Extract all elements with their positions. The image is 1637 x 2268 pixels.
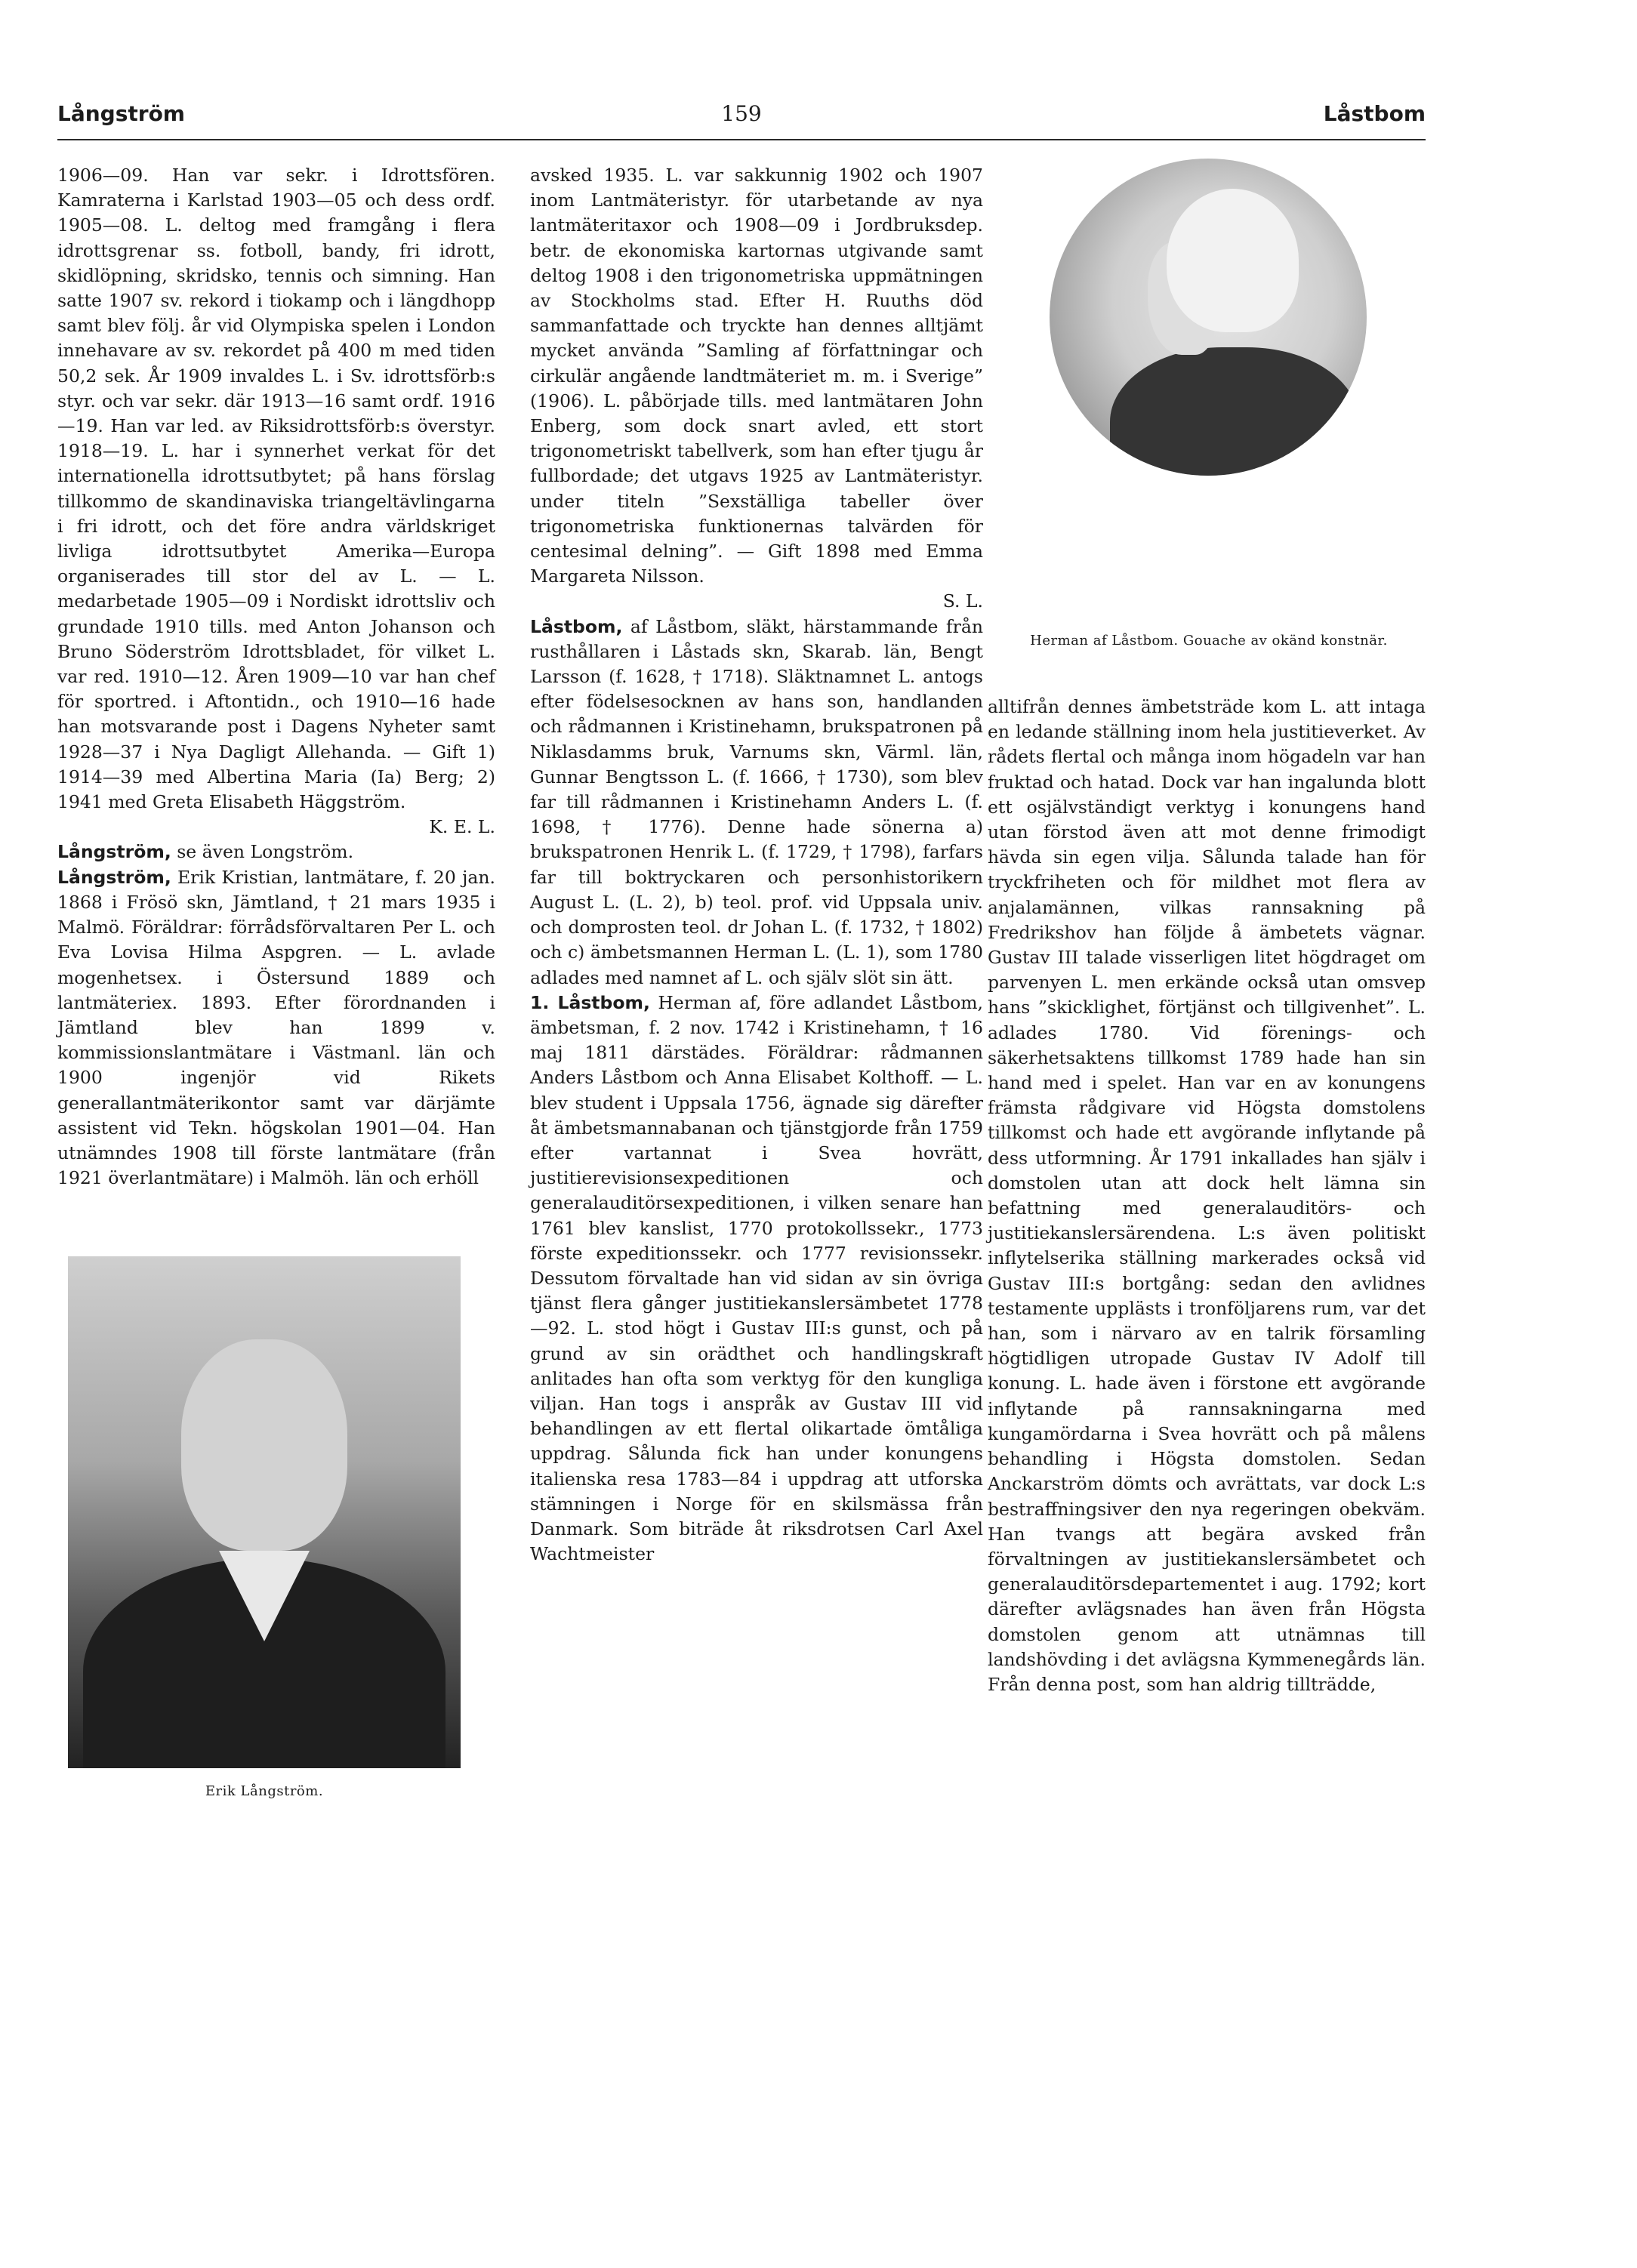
text-column-3 xyxy=(988,695,1426,1697)
running-head-right: Låstbom xyxy=(1323,101,1426,126)
text-column-1 xyxy=(57,163,495,1191)
paragraph: avsked 1935. L. var sakkunnig 1902 och 1907 inom Lantmäteristyr. för utarbetande av nya lantmäteritaxor och 1908—09 i Jordbruksdep. betr. de ekonomiska kartornas utgivande samt deltog 1908 i den trigonometriska uppmätningen av Stockholms stad. Efter H. Ruuths död sammanfattade och tryckte han dennes alltjämt mycket använda ”Samling af författningar och cirkulär angående landtmäteriet m. m. i Sverige” (1906). L. påbörjade tills. med lantmätaren John Enberg, som dock snart avled, ett stort trigonometriskt tabellverk, som han efter tjugu år fullbordade; det utgavs 1925 av Lantmäteristyr. under titeln ”Sexställiga tabeller över trigonometriska funktionernas talvärden för centesimal delning”. — Gift 1898 med Emma Margareta Nilsson. xyxy=(530,165,983,587)
entry-headword: Långström, xyxy=(57,841,171,863)
entry-text: Erik Kristian, lantmätare, f. 20 jan. 1868 i Frösö skn, Jämtland, † 21 mars 1935 i Malmö. Föräldrar: förrådsförvaltaren Per L. och Eva Lovisa Hilma Aspgren. — L. avlade mogenhetsex. i Östersund 1889 och lantmäteriex. 1893. Efter förordnanden i Jämtland blev han 1899 v. kommissionslantmätare i Västmanl. län och 1900 ingenjör vid Rikets generallantmäterikontor samt var därjämte assistent vid Tekn. högskolan 1901—04. Han utnämndes 1908 till förste lantmätare (från 1921 överlantmätare) i Malmöh. län och erhöll xyxy=(57,866,495,1189)
paragraph: 1906—09. Han var sekr. i Idrottsfören. Kamraterna i Karlstad 1903—05 och dess ordf. 1905—08. L. deltog med framgång i flera idrottsgrenar ss. fotboll, bandy, fri idrott, skidlöpning, skridsko, tennis och simning. Han satte 1907 sv. rekord i tiokamp och i längdhopp samt blev följ. år vid Olympiska spelen i London innehavare av sv. rekordet på 400 m med tiden 50,2 sek. År 1909 invaldes L. i Sv. idrottsförb:s styr. och var sekr. där 1913—16 samt ordf. 1916—19. Han var led. av Riksidrottsförb:s överstyr. 1918—19. L. har i synnerhet verkat för det internationella idrottsutbytet; på hans förslag tillkommo de skandinaviska triangeltävlingarna i fri idrott, och det före andra världskriget livliga idrottsutbytet Amerika—Europa organiserades till stor del av L. — L. medarbetade 1905—09 i Nordiskt idrottsliv och grundade 1910 tills. med Anton Johanson och Bruno Söderström Idrottsbladet, för vilket L. var red. 1910—12. Åren 1909—10 var han chef för sportred. i Aftontidn., och 1910—16 hade han motsvarande post i Dagens Nyheter samt 1928—37 i Nya Dagligt Allehanda. — Gift 1) 1914—39 med Albertina Maria (Ia) Berg; 2) 1941 med Greta Elisabeth Häggström. xyxy=(57,165,495,813)
author-signature: K. E. L. xyxy=(429,816,495,838)
running-head-left: Långström xyxy=(57,101,185,126)
page-header xyxy=(57,97,1426,140)
portrait-gouache-herman-af-lastbom xyxy=(1050,159,1367,476)
entry xyxy=(530,991,983,1567)
text-column-2 xyxy=(530,163,983,1567)
entry-headword: Låstbom, xyxy=(530,615,623,637)
author-signature: S. L. xyxy=(942,590,983,612)
entry-cross-reference xyxy=(57,840,495,864)
photo-figure-head xyxy=(181,1339,347,1551)
entry xyxy=(530,615,983,991)
portrait-coat xyxy=(1110,347,1359,476)
portrait-hair xyxy=(1167,189,1299,332)
entry-text: Herman af, före adlandet Låstbom, ämbetsman, f. 2 nov. 1742 i Kristinehamn, † 16 maj 1811 därstädes. Föräldrar: rådmannen Anders Låstbom och Anna Elisabet Kolthoff. — L. blev student i Uppsala 1756, ägnade sig därefter åt ämbetsmannabanan och tjänstgjorde från 1759 efter vartannat i Svea hovrätt, justitierevisionsexpeditionen och generalauditörsexpeditionen, i vilken senare han 1761 blev kanslist, 1770 protokollssekr., 1773 förste expeditionssekr. och 1777 revisionssekr. Dessutom förvaltade han vid sidan av sin övriga tjänst flera gånger justitiekanslersämbetet 1778—92. L. stod högt i Gustav III:s gunst, och på grund av sin orädthet och handlingskraft anlitades han ofta som verktyg för den kungliga viljan. Han togs i anspråk av Gustav III vid behandlingen av ett flertal olikartade ömtåliga uppdrag. Sålunda fick han under konungens italienska resa 1783—84 i uppdrag att utforska stämningen i Norge för en skilsmässa från Danmark. Som biträde åt riksdrotsen Carl Axel Wachtmeister xyxy=(530,991,983,1565)
entry-text: se även Longström. xyxy=(171,841,354,863)
entry-text: af Låstbom, släkt, härstammande från rusthållaren i Låstads skn, Skarab. län, Bengt Larsson (f. 1628, † 1718). Släktnamnet L. antogs efter födelsesocknen av hans son, handlanden och rådmannen i Kristinehamn, brukspatronen på Niklasdamms bruk, Varnums skn, Värml. län, Gunnar Bengtsson L. (f. 1666, † 1730), som blev far till rådmannen i Kristinehamn Anders L. (f. 1698, † 1776). Denne hade sönerna a) brukspatronen Henrik L. (f. 1729, † 1798), farfars far till boktryckaren och personhistorikern August L. (L. 2), b) teol. prof. vid Uppsala univ. och domprosten teol. dr Johan L. (f. 1732, † 1802) och c) ämbetsmannen Herman L. (L. 1), som 1780 adlades med namnet af L. och själv slöt sin ätt. xyxy=(530,615,983,988)
photo-caption: Erik Långström. xyxy=(205,1783,324,1799)
paragraph: alltifrån dennes ämbetsträde kom L. att intaga en ledande ställning inom hela justitieverket. Av rådets flertal och många inom högadeln var han fruktad och hatad. Dock var han ingalunda blott ett osjälvständigt verktyg i konungens hand utan förstod även att mot denne frimodigt hävda sin egen vilja. Sålunda talade han för tryckfriheten och för mildhet mot flera av anjalamännen, vilkas rannsakning på Fredrikshov han följde å ämbetets vägnar. Gustav III talade visserligen litet högdraget om parvenyen L. men erkände också utan omsvep hans ”skicklighet, förtjänst och tillgivenhet”. L. adlades 1780. Vid förenings- och säkerhetsaktens tillkomst 1789 hade han sin hand med i spelet. Han var en av konungens främsta rådgivare vid Högsta domstolens tillkomst och hade ett avgörande inflytande på dess utformning. År 1791 inkallades han själv i domstolen utan att dock helt lämna sin befattning med generalauditörs- och justitiekanslersärendena. L:s även politiskt inflytelserika ställning markerades också vid Gustav III:s bortgång: sedan den avlidnes testamente upplästs i tronföljarens rum, var det han, som i närvaro av en talrik församling högtidligen utropade Gustav IV Adolf till konung. L. hade även i förstone ett avgörande inflytande på rannsakningarna med kungamördarna i Svea hovrätt och på målens behandling i Högsta domstolen. Sedan Anckarström dömts och avrättats, var dock L:s bestraffningsiver den nya regeringen obekväm. Han tvangs att begära avsked från förvaltningen av justitiekanslersämbetet och generalauditörsdepartementet i aug. 1792; kort därefter avlägsnades han även från Högsta domstolen genom att utnämnas till landshövding i det avlägsna Kymmenegårds län. Från denna post, som han aldrig tillträdde, xyxy=(988,696,1426,1695)
entry-headword: 1. Låstbom, xyxy=(530,991,650,1013)
page-number: 159 xyxy=(721,101,762,126)
portrait-photo-erik-langstrom xyxy=(68,1256,461,1768)
entry-headword: Långström, xyxy=(57,866,171,888)
portrait-caption: Herman af Låstbom. Gouache av okänd konstnär. xyxy=(1030,633,1388,649)
entry xyxy=(57,865,495,1191)
